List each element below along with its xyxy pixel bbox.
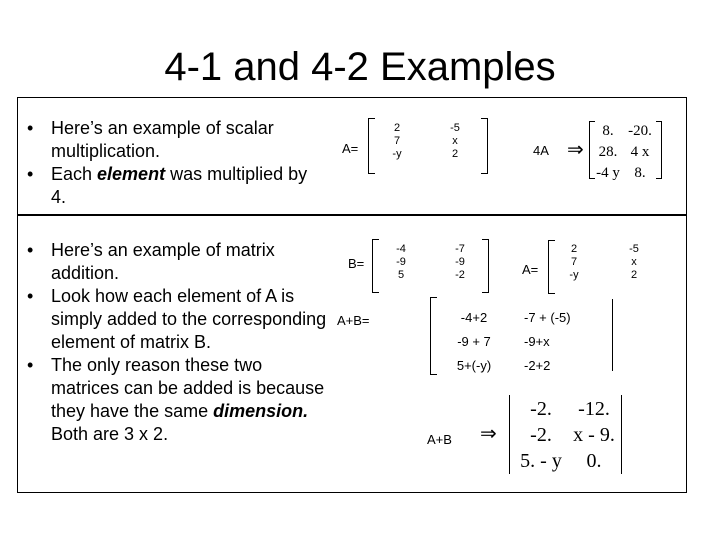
matrix-cell: 5 xyxy=(397,269,405,281)
matrix-cell: -2 xyxy=(455,269,465,281)
final-bracket-left xyxy=(509,395,510,474)
result-col2 xyxy=(622,121,658,184)
bullet-addition-intro: • Here’s an example of matrix addition. xyxy=(17,239,329,285)
matrix-cell: -12. xyxy=(578,398,610,420)
matrix-cell: 2 xyxy=(393,122,401,134)
matrix-cell: -7 xyxy=(455,243,465,255)
bullet-scalar-intro: • Here’s an example of scalar multiplication. xyxy=(17,117,327,163)
final-a-plus-b-label: A+B xyxy=(427,432,452,447)
matrix-cell: 28. xyxy=(598,144,618,160)
matrix-cell: 5. - y xyxy=(520,450,562,472)
matrix-a2-col2 xyxy=(621,243,647,282)
result-bracket-right xyxy=(656,121,662,179)
matrix-a-bracket-left xyxy=(368,118,375,174)
matrix-a2-label: A= xyxy=(522,262,539,277)
matrix-a-col1 xyxy=(384,122,410,161)
final-bracket-right xyxy=(621,395,622,474)
matrix-cell: -9 xyxy=(455,256,465,268)
bullet-each-element: • Look how each element of A is simply added to the corresponding element of matrix B. xyxy=(17,285,329,354)
matrix-cell: -y xyxy=(569,269,579,281)
a-plus-b-label: A+B= xyxy=(337,313,370,328)
matrix-b-bracket-left xyxy=(372,239,379,293)
matrix-a-bracket-right xyxy=(481,118,488,174)
matrix-b-bracket-right xyxy=(482,239,489,293)
matrix-cell: -9+x xyxy=(524,334,550,349)
matrix-cell: 5+(-y) xyxy=(456,358,492,373)
sum-col2 xyxy=(524,306,590,378)
matrix-cell: 0. xyxy=(586,450,602,472)
matrix-cell: 8. xyxy=(634,165,646,181)
bullet-emphasis: dimension. xyxy=(213,401,309,421)
bullet-text: was multiplied by 4. xyxy=(51,164,308,207)
implies-arrow-icon: ⇒ xyxy=(480,423,497,445)
page-title: 4-1 and 4-2 Examples xyxy=(164,45,556,89)
matrix-cell: x xyxy=(631,256,637,268)
bullet-text: Both are 3 x 2. xyxy=(51,424,169,444)
bullet-element-multiplied xyxy=(17,163,327,209)
matrix-cell: 2 xyxy=(451,148,459,160)
matrix-cell: -9 + 7 xyxy=(457,334,491,349)
matrix-cell: -2. xyxy=(530,398,552,420)
bullet-emphasis: element xyxy=(97,164,166,184)
matrix-cell: -4 y xyxy=(596,165,620,181)
final-col1 xyxy=(511,396,571,474)
matrix-cell: 7 xyxy=(393,135,401,147)
addition-bullets xyxy=(17,239,329,446)
scalar-bullets xyxy=(17,117,327,209)
four-a-label: 4A xyxy=(533,143,549,158)
matrix-cell: -2+2 xyxy=(524,358,551,373)
bullet-dimension-reason xyxy=(17,354,329,446)
matrix-cell: 4 x xyxy=(630,144,650,160)
matrix-cell: 8. xyxy=(602,123,614,139)
matrix-cell: -4 xyxy=(396,243,406,255)
result-col1 xyxy=(592,121,624,184)
matrix-cell: 2 xyxy=(570,243,578,255)
matrix-cell: -y xyxy=(392,148,402,160)
sum-bracket-right xyxy=(612,299,613,371)
matrix-cell: -5 xyxy=(450,122,460,134)
final-col2 xyxy=(566,396,622,474)
sum-bracket-left xyxy=(430,297,437,375)
matrix-cell: -9 xyxy=(396,256,406,268)
matrix-cell: -5 xyxy=(629,243,639,255)
matrix-a-col2 xyxy=(442,122,468,161)
matrix-a2-col1 xyxy=(561,243,587,282)
matrix-b-label: B= xyxy=(348,256,365,271)
implies-arrow-icon: ⇒ xyxy=(567,139,584,161)
matrix-b-col1 xyxy=(388,243,414,282)
matrix-a2-bracket-left xyxy=(548,240,555,294)
bullet-text: Each xyxy=(51,164,98,184)
matrix-a-label: A= xyxy=(342,141,359,156)
matrix-cell: -4+2 xyxy=(460,310,488,325)
matrix-cell: -7 + (-5) xyxy=(524,310,571,325)
matrix-cell: x xyxy=(452,135,458,147)
sum-col1 xyxy=(444,306,504,378)
matrix-cell: 2 xyxy=(630,269,638,281)
matrix-cell: -2. xyxy=(530,424,552,446)
matrix-cell: -20. xyxy=(628,123,652,139)
matrix-cell: 7 xyxy=(570,256,578,268)
matrix-b-col2 xyxy=(447,243,473,282)
bullet-text: The only reason these two matrices can be added is because they have the same xyxy=(51,355,325,421)
matrix-cell: x - 9. xyxy=(573,424,615,446)
